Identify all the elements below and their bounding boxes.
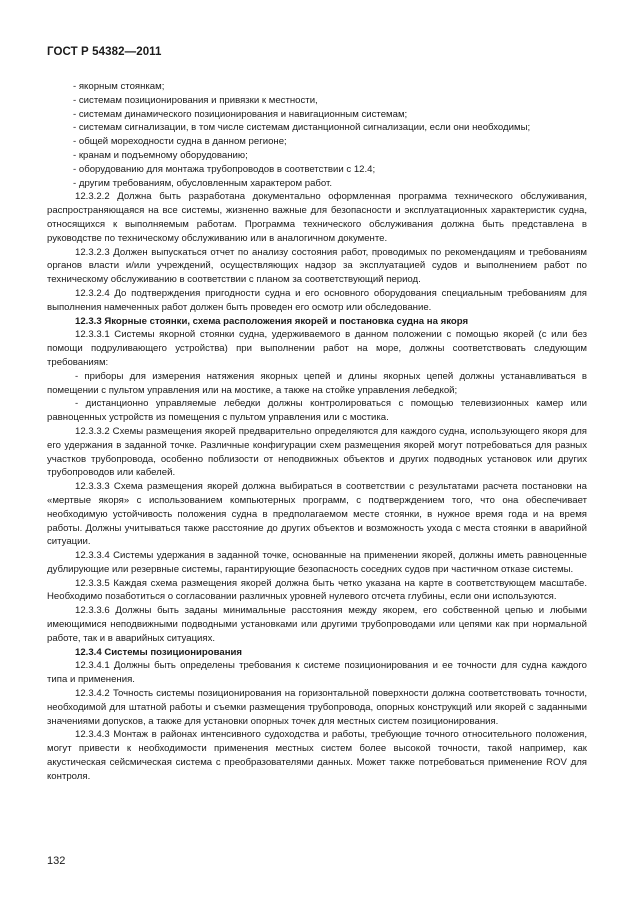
list-item: - якорным стоянкам; bbox=[73, 81, 165, 92]
paragraph: 12.3.2.4 До подтверждения пригодности судна и его основного оборудования специальным требованиям для выполнения намеченных работ должен быть проведен его осмотр или обследование. bbox=[47, 287, 587, 313]
list-item: - общей мореходности судна в данном регионе; bbox=[73, 136, 287, 148]
document-body bbox=[47, 80, 587, 784]
paragraph: 12.3.2.2 Должна быть разработана документально оформленная программа технического обслуживания, распространяющаяся на все системы, жизненно важные для безопасности и эксплуатационных характеристик судна, относящихся к выполняемым работам. Программа технического обслуживания должна быть представлена в руководстве по техническому обслуживанию или в аналогичном документе. bbox=[47, 191, 587, 244]
paragraph: 12.3.4.1 Должны быть определены требования к системе позиционирования и ее точности для судна каждого типа и применения. bbox=[47, 660, 587, 686]
paragraph: 12.3.3.3 Схема размещения якорей должна выбираться в соответствии с результатами расчета постановки на «мертвые якоря» с использованием компьютерных программ, с подтверждением того, что она обеспечивает необходимую устойчивость положения судна в предполагаемом месте стоянки, в нужное время года и на время работы. Должны учитываться также расстояние до других объектов и возможность ухода с места стоянки в аварийной ситуации. bbox=[47, 481, 587, 548]
list-item: - другим требованиям, обусловленным характером работ. bbox=[73, 177, 333, 189]
section-heading: 12.3.3 Якорные стоянки, схема расположения якорей и постановка судна на якоря bbox=[75, 315, 469, 327]
paragraph: 12.3.3.1 Системы якорной стоянки судна, удерживаемого в данном положении с помощью якорей (с или без помощи подруливающего устройства) при выполнении работ на море, должны соответствовать следующим требованиям: bbox=[47, 329, 587, 368]
paragraph: - приборы для измерения натяжения якорных цепей и длины якорных цепей должны устанавливаться в помещении с пультом управления или на мостике, а также на стойке управления лебедкой; bbox=[47, 370, 587, 396]
list-item: - кранам и подъемному оборудованию; bbox=[73, 149, 248, 161]
list-item: - системам сигнализации, в том числе системам дистанционной сигнализации, если они необходимы; bbox=[73, 122, 531, 134]
section-heading: 12.3.4 Системы позиционирования bbox=[75, 646, 243, 658]
paragraph: 12.3.4.2 Точность системы позиционирования на горизонтальной поверхности должна соответствовать точности, необходимой для штатной работы и съемки размещения трубопровода, опорных конструкций или якорей с заданными значениями допусков, а также для установки опорных точек для местных систем позиционирования. bbox=[47, 688, 587, 727]
paragraph: - дистанционно управляемые лебедки должны контролироваться с помощью телевизионных камер или равноценных устройств из помещения с пультом управления или с мостика. bbox=[47, 398, 587, 424]
paragraph: 12.3.4.3 Монтаж в районах интенсивного судоходства и работы, требующие точного относительного положения, могут привести к необходимости применения местных систем более высокой точности, такой например, как акустическая сейсмическая система с преобразователями данных. Может также потребоваться применение ROV для контроля. bbox=[47, 729, 587, 782]
document-header: ГОСТ Р 54382—2011 bbox=[47, 46, 162, 58]
paragraph: 12.3.3.6 Должны быть заданы минимальные расстояния между якорем, его собственной цепью и любыми имеющимися неподвижными подводными установками или другими трубопроводами или цепями как при нормальной работе, так и в аварийных ситуациях. bbox=[47, 605, 587, 644]
list-item: - системам динамического позиционирования и навигационным системам; bbox=[73, 108, 408, 120]
list-item: - оборудованию для монтажа трубопроводов в соответствии с 12.4; bbox=[73, 163, 376, 175]
list-item: - системам позиционирования и привязки к местности, bbox=[73, 94, 318, 106]
paragraph: 12.3.3.2 Схемы размещения якорей предварительно определяются для каждого судна, использующего якоря для его удержания в заданной точке. Различные конфигурации схем размещения якорей могут потребоваться для разных участков трубопровода, особенно поблизости от неподвижных объектов и других подводных установок или других трубопроводов или кабелей. bbox=[47, 425, 587, 479]
paragraph: 12.3.2.3 Должен выпускаться отчет по анализу состояния работ, проводимых по рекомендациям и требованиям органов власти и/или учреждений, осуществляющих надзор за эксплуатацией судов и выполнением работ по техническому обслуживанию в соответствии с планом за соответствующий период. bbox=[47, 246, 587, 286]
paragraph: 12.3.3.4 Системы удержания в заданной точке, основанные на применении якорей, должны иметь равноценные дублирующие или резервные системы, гарантирующие безопасность соседних судов при частичном отказе системы. bbox=[47, 550, 587, 575]
paragraph: 12.3.3.5 Каждая схема размещения якорей должна быть четко указана на карте в соответствующем масштабе. Необходимо позаботиться о согласовании различных уровней нулевого отсчета глубины, если они используются. bbox=[47, 577, 587, 603]
page-number: 132 bbox=[47, 855, 66, 867]
